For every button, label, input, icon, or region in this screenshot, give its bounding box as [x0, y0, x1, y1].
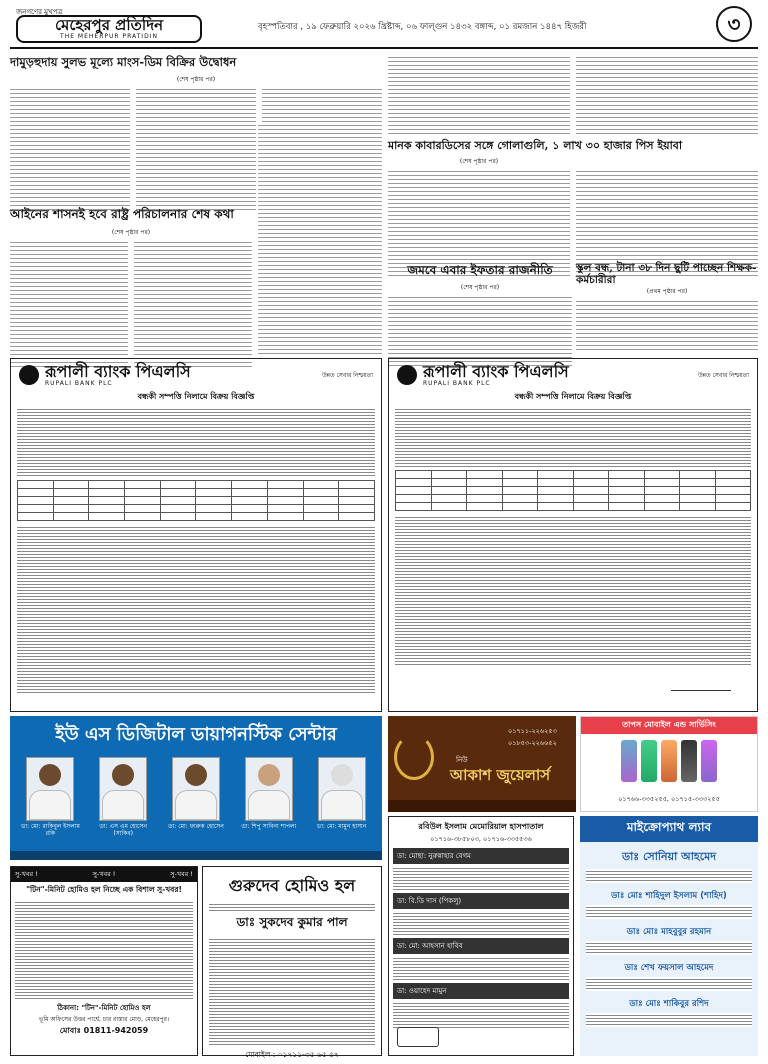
- hospital-doctor: ডা: বি.ডি দাস (পিকলু): [393, 893, 569, 909]
- article-headline: আইনের শাসনই হবে রাষ্ট্র পরিচালনার শেষ কথা: [10, 207, 234, 221]
- jewelers-phone: ০১৭১১-২২৬২৫৩: [508, 727, 557, 735]
- notice-body: [395, 407, 751, 467]
- mobile-phone: ০১৭৬৬-৩৩৫২৫৫, ০১৭১৫-৩৩৩২৫৫: [618, 795, 720, 803]
- doctor-card: [90, 757, 156, 837]
- news-tag: সু-খবর !: [170, 870, 193, 878]
- notice-terms: [395, 515, 751, 665]
- doctor-photo: [172, 757, 220, 821]
- article-continued: (প্রথম পৃষ্ঠার পর): [646, 288, 688, 295]
- mobile-title: তাপস মোবাইল এন্ড সার্ভিসিং: [581, 717, 757, 734]
- jewelers-footer: [388, 800, 576, 812]
- gurudev-doctor: ডাঃ সুকদেব কুমার পাল: [236, 915, 348, 929]
- lab-doctor-details: [586, 905, 752, 919]
- article-text-column: [136, 86, 256, 210]
- notice-title: বন্ধকী সম্পত্তি নিলামে বিক্রয় বিজ্ঞপ্তি: [514, 392, 632, 401]
- article-continued: (শেষ পৃষ্ঠার পর): [459, 158, 499, 165]
- article-continued: (শেষ পৃষ্ঠার পর): [176, 76, 216, 83]
- bank-tagline: উন্নত সেবার নিশ্চয়তা: [697, 371, 749, 379]
- doctor-photo: [99, 757, 147, 821]
- lab-doctor-details: [586, 869, 752, 883]
- hospital-phone: ০১৭১৬-৩৮৫৮০৩, ০১৭১৬-৩৩৫৫৩৬: [430, 835, 532, 843]
- bank-name: রূপালী ব্যাংক পিএলসি: [45, 362, 191, 381]
- ad-hospital: [388, 816, 574, 1056]
- article-continued: (শেষ পৃষ্ঠার পর): [111, 229, 151, 236]
- ambulance-icon: [397, 1027, 439, 1047]
- doctor-name: ডা: মো: মামুন হাসান: [316, 823, 367, 830]
- article-yaba: [388, 54, 758, 264]
- jewelers-title: আকাশ জুয়েলার্স: [450, 766, 551, 784]
- gurudev-title: গুরুদেব হোমিও হল: [228, 876, 356, 895]
- bank-logo-icon: [397, 365, 417, 385]
- lab-doctor: ডাঃ মোঃ শাকিবুর রশিদ: [629, 999, 709, 1009]
- homeo-address: ঠিকানা: "টিন"-মিনিট হোমিও হল: [57, 1004, 151, 1012]
- gurudev-mobile: মোবাইল : ০১৭১১-৩৫ ৬৫ ৫৭: [245, 1050, 339, 1059]
- article-iftar: [388, 262, 572, 354]
- diagnostic-footer: [10, 851, 382, 860]
- lab-doctor-details: [586, 941, 752, 955]
- ad-homeo-news: [10, 866, 198, 1056]
- hospital-doctor-details: [393, 956, 569, 980]
- signature-mark: [671, 672, 731, 691]
- phone-icon: [661, 740, 677, 782]
- jewelers-phone: ০১৮৫৩-২২৬৬৫২: [508, 739, 557, 747]
- bank-tagline: উন্নত সেবার নিশ্চয়তা: [321, 371, 373, 379]
- phone-icon: [621, 740, 637, 782]
- masthead-slogan: জনগণের মুখপত্র: [16, 8, 63, 16]
- jewelers-intro: নিউ: [456, 756, 468, 764]
- article-text-column: [10, 86, 130, 210]
- article-headline: জমবে এবার ইফতার রাজনীতি: [407, 263, 553, 277]
- doctor-card: [236, 757, 302, 837]
- doctor-photo: [245, 757, 293, 821]
- ad-diagnostic-center: [10, 716, 382, 860]
- newspaper-title-en: THE MEHERPUR PRATIDIN: [60, 33, 158, 40]
- hospital-doctor-details: [393, 911, 569, 935]
- doctor-name: ডা: এস এম হোসেন (সাকিব): [99, 823, 147, 837]
- article-rule-of-law: [10, 206, 252, 354]
- hospital-doctor-details: [393, 866, 569, 890]
- article-school-closed: [576, 262, 758, 354]
- article-text-column: [10, 239, 128, 367]
- gurudev-body: [209, 937, 375, 1047]
- doctor-photo: [26, 757, 74, 821]
- doctor-name: ডা: মো: রাকিবুল ইসলাম রকি: [20, 823, 80, 837]
- article-text-column: [576, 54, 758, 134]
- phone-icon: [681, 740, 697, 782]
- doctor-name: ডা: শিপু সাবিনা শাপলা: [241, 823, 297, 830]
- doctor-photo: [318, 757, 366, 821]
- doctor-name: ডা: মো: ফারুক হোসেন: [168, 823, 224, 830]
- lab-doctor: ডাঃ মোঃ শাহিদুল ইসলাম (শাহিদ): [611, 891, 727, 901]
- hospital-doctor: ডা: মো: আহসান হাবিব: [393, 938, 569, 954]
- diagnostic-title: ইউ এস ডিজিটাল ডায়াগনস্টিক সেন্টার: [55, 724, 337, 745]
- bank-name-en: RUPALI BANK PLC: [423, 380, 491, 387]
- doctor-card: [163, 757, 229, 837]
- hospital-title: রবিউল ইসলাম মেমোরিয়াল হাসপাতাল: [418, 822, 544, 831]
- newspaper-title: মেহেরপুর প্রতিদিন: [54, 16, 164, 34]
- article-headline: স্কুল বন্ধ, টানা ৩৮ দিন ছুটি পাচ্ছেন শিক্ষক-কর্মচারীরা: [576, 262, 757, 286]
- doctor-card: [17, 757, 83, 837]
- hospital-doctor-details: [393, 1001, 569, 1029]
- lab-doctor-details: [586, 1013, 752, 1027]
- page-number-badge: [716, 6, 752, 42]
- news-tag: সু-খবর !: [15, 870, 38, 878]
- article-headline: মানক কাবারডিসের সঙ্গে গোলাগুলি, ১ লাখ ৩০ হাজার পিস ইয়াবা: [388, 139, 683, 152]
- bank-name-en: RUPALI BANK PLC: [45, 380, 113, 387]
- hospital-doctor: ডা: মোছা: নুরুন্নাহার বেগম: [393, 848, 569, 864]
- article-headline: দামুড়হুদায় সুলভ মূল্যে মাংস-ডিম বিক্রির উদ্বোধন: [10, 55, 237, 69]
- bank-logo-icon: [19, 365, 39, 385]
- micropath-title: মাইক্রোপ্যাথ ল্যাব: [580, 816, 758, 842]
- lab-doctor: ডাঃ মোঃ মাহবুবুর রহমান: [626, 927, 712, 937]
- doctor-card: [309, 757, 375, 837]
- homeo-mobile: মোবাঃ 01811-942059: [59, 1026, 149, 1035]
- article-text-column: [388, 54, 570, 134]
- phone-icon: [701, 740, 717, 782]
- phone-icon: [641, 740, 657, 782]
- masthead-rule: [10, 47, 758, 49]
- notice-title: বন্ধকী সম্পত্তি নিলামে বিক্রয় বিজ্ঞপ্তি: [137, 392, 255, 401]
- homeo-address-line: ভূমি অফিসের উত্তর পার্শ্বে, চার রাস্তার মোড়, মেহেরপুর।: [38, 1016, 170, 1023]
- article-text-column: [388, 294, 572, 366]
- ad-jewelers: [388, 716, 576, 812]
- bank-name: রূপালী ব্যাংক পিএলসি: [423, 362, 569, 381]
- ad-gurudev-homeo: [202, 866, 382, 1059]
- lab-doctor: ডাঃ সোনিয়া আহমেদ: [621, 850, 717, 863]
- article-continued: (শেষ পৃষ্ঠার পর): [460, 284, 500, 291]
- article-text-column: [576, 298, 758, 350]
- gurudev-intro: [209, 902, 375, 912]
- hospital-doctor: ডা: ওয়াহেদ মামুন: [393, 983, 569, 999]
- homeo-body: [15, 900, 193, 1000]
- masthead-title-box: [16, 15, 202, 43]
- notice-terms: [17, 525, 375, 695]
- lab-doctor-details: [586, 977, 752, 991]
- notice-table: [395, 470, 751, 511]
- page-number: ৩: [727, 12, 741, 36]
- article-text-column: [258, 122, 382, 354]
- notice-body: [17, 407, 375, 477]
- homeo-headline: "টিন"-মিনিট হোমিও হল নিচ্ছে এক বিশাল সু-খবর!: [26, 885, 182, 894]
- date-line: বৃহস্পতিবার , ১৯ ফেব্রুয়ারি ২০২৬ খ্রিষ্টাব্দ, ০৬ ফাল্গুন ১৪৩২ বঙ্গাব্দ, ০১ রমজান ১৪৪৭ হিজরী: [258, 22, 587, 32]
- ad-mobile-servicing: [580, 716, 758, 812]
- article-text-column: [134, 239, 252, 367]
- news-tag: সু-খবর !: [92, 870, 116, 878]
- notice-table: [17, 480, 375, 521]
- ad-micropath-lab: [580, 816, 758, 1056]
- necklace-icon: [394, 734, 434, 780]
- masthead: [10, 6, 758, 46]
- bank-notice-left: [10, 358, 382, 712]
- lab-doctor: ডাঃ শেখ ফয়সাল আহমেদ: [624, 963, 714, 973]
- bank-notice-right: [388, 358, 758, 712]
